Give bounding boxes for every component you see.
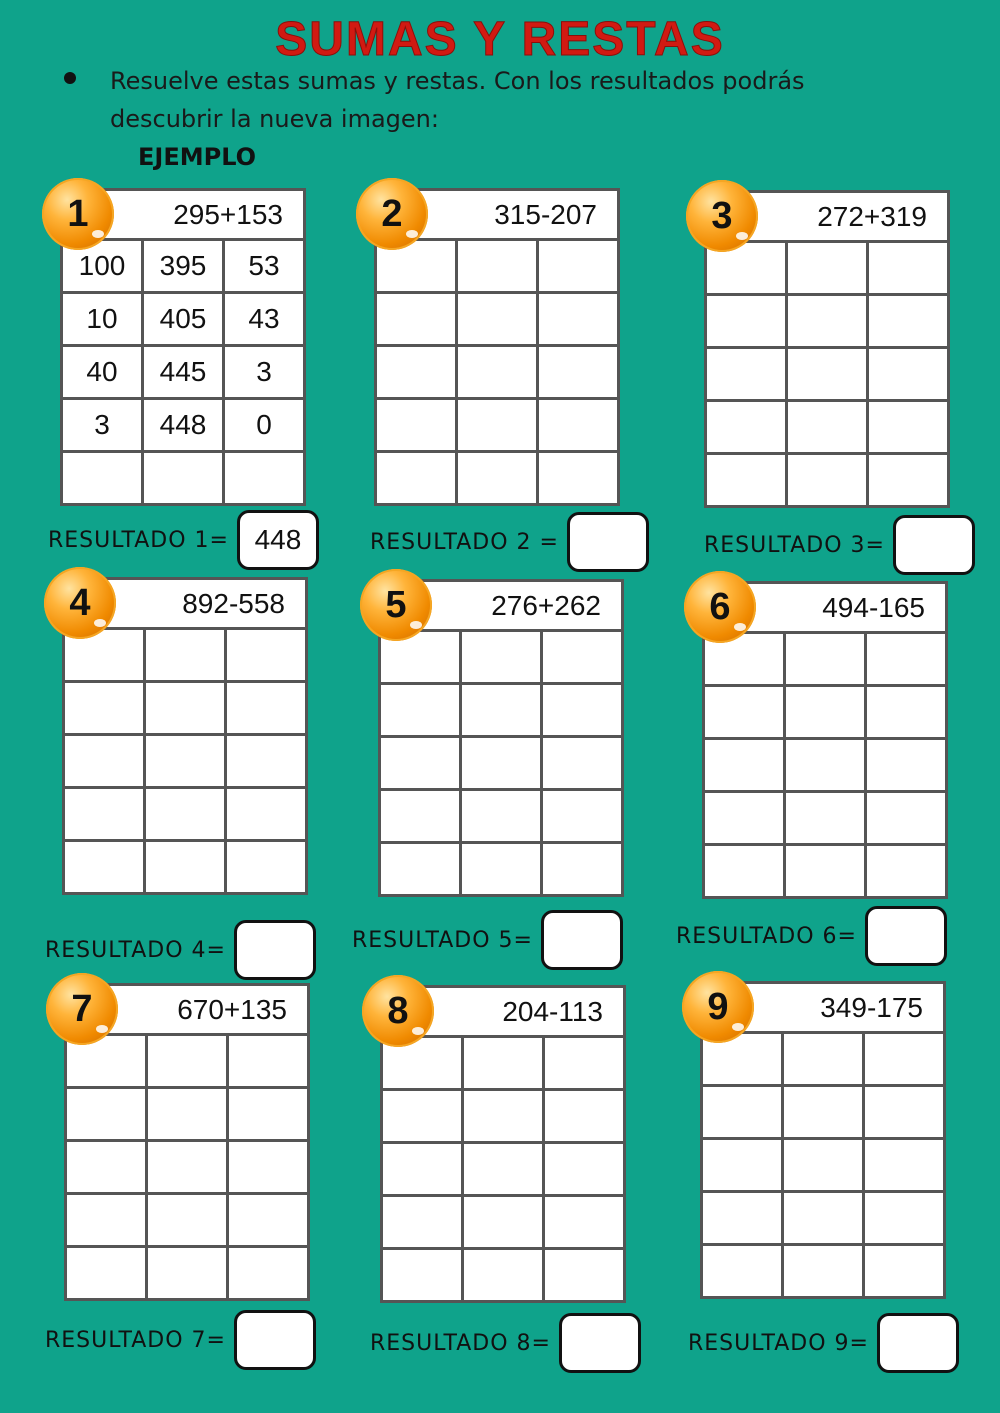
work-cell[interactable]	[865, 1087, 943, 1137]
work-cell[interactable]	[867, 740, 945, 790]
work-cell[interactable]	[464, 1250, 542, 1300]
work-cell[interactable]	[229, 1089, 307, 1139]
work-cell[interactable]	[543, 844, 621, 894]
work-cell[interactable]	[539, 347, 617, 397]
work-cell[interactable]	[543, 632, 621, 682]
work-grid	[374, 238, 620, 506]
exercise-expression: 670+135	[177, 994, 287, 1025]
work-cell[interactable]	[705, 740, 783, 790]
work-cell[interactable]	[67, 1248, 145, 1298]
result-input[interactable]	[865, 906, 947, 966]
work-cell[interactable]	[539, 294, 617, 344]
work-cell[interactable]	[63, 453, 141, 503]
work-cell[interactable]	[545, 1144, 623, 1194]
result-label: RESULTADO 2 =	[370, 529, 559, 555]
work-cell[interactable]	[784, 1087, 862, 1137]
work-cell[interactable]	[458, 241, 536, 291]
work-cell[interactable]	[65, 842, 143, 892]
result-label: RESULTADO 1=	[48, 527, 229, 553]
result-input[interactable]	[893, 515, 975, 575]
exercise-card-9	[700, 981, 946, 1299]
result-label: RESULTADO 8=	[370, 1330, 551, 1356]
work-cell[interactable]	[227, 683, 305, 733]
exercise-expression: 349-175	[820, 992, 923, 1023]
work-cell[interactable]	[462, 791, 540, 841]
work-cell[interactable]	[462, 738, 540, 788]
instruction-line-2: descubrir la nueva imagen:	[110, 105, 439, 133]
number-badge-icon: 5	[360, 569, 432, 641]
work-cell[interactable]	[227, 630, 305, 680]
result-input[interactable]	[541, 910, 623, 970]
work-cell[interactable]	[539, 400, 617, 450]
result-label: RESULTADO 5=	[352, 927, 533, 953]
work-grid	[380, 1035, 626, 1303]
work-cell[interactable]	[788, 349, 866, 399]
number-badge-icon: 7	[46, 973, 118, 1045]
work-cell[interactable]	[786, 687, 864, 737]
work-cell[interactable]	[784, 1193, 862, 1243]
work-grid	[62, 627, 308, 895]
exercise-card-8	[380, 985, 626, 1303]
work-cell[interactable]	[377, 453, 455, 503]
work-cell[interactable]	[784, 1140, 862, 1190]
work-cell[interactable]	[383, 1144, 461, 1194]
work-cell[interactable]	[458, 453, 536, 503]
work-cell[interactable]	[464, 1091, 542, 1141]
work-cell[interactable]	[464, 1144, 542, 1194]
work-cell[interactable]	[539, 453, 617, 503]
work-cell[interactable]	[144, 453, 222, 503]
work-cell[interactable]: 10	[63, 294, 141, 344]
work-cell[interactable]	[148, 1089, 226, 1139]
work-cell[interactable]	[65, 736, 143, 786]
number-badge-icon: 1	[42, 178, 114, 250]
work-cell[interactable]	[227, 736, 305, 786]
work-cell[interactable]	[458, 294, 536, 344]
work-cell[interactable]	[703, 1246, 781, 1296]
exercise-card-1	[60, 188, 306, 506]
work-cell[interactable]	[377, 294, 455, 344]
work-cell[interactable]	[381, 791, 459, 841]
instruction-text	[110, 62, 910, 138]
result-input[interactable]	[877, 1313, 959, 1373]
work-cell[interactable]	[703, 1140, 781, 1190]
work-cell[interactable]: 0	[225, 400, 303, 450]
result-row-4	[45, 920, 316, 980]
work-cell[interactable]	[67, 1142, 145, 1192]
work-cell[interactable]	[867, 846, 945, 896]
work-cell[interactable]	[229, 1195, 307, 1245]
result-row-5	[352, 910, 623, 970]
work-cell[interactable]	[545, 1091, 623, 1141]
work-cell[interactable]	[545, 1250, 623, 1300]
work-cell[interactable]	[148, 1142, 226, 1192]
number-badge-icon: 3	[686, 180, 758, 252]
work-cell[interactable]	[148, 1195, 226, 1245]
work-cell[interactable]	[705, 687, 783, 737]
work-cell[interactable]	[865, 1246, 943, 1296]
work-cell[interactable]	[707, 402, 785, 452]
work-cell[interactable]	[225, 453, 303, 503]
work-cell[interactable]	[148, 1248, 226, 1298]
work-cell[interactable]	[707, 349, 785, 399]
work-cell[interactable]	[788, 455, 866, 505]
exercise-expression: 276+262	[491, 590, 601, 621]
result-row-7	[45, 1310, 316, 1370]
result-row-2	[370, 512, 649, 572]
work-cell[interactable]	[383, 1250, 461, 1300]
exercise-expression: 892-558	[182, 588, 285, 619]
work-cell[interactable]	[869, 296, 947, 346]
exercise-expression: 295+153	[173, 199, 283, 230]
work-cell[interactable]	[464, 1197, 542, 1247]
work-cell[interactable]: 43	[225, 294, 303, 344]
work-cell[interactable]	[788, 243, 866, 293]
exercise-card-5	[378, 579, 624, 897]
work-cell[interactable]	[705, 793, 783, 843]
result-input[interactable]	[567, 512, 649, 572]
work-cell[interactable]	[458, 400, 536, 450]
work-cell[interactable]	[867, 687, 945, 737]
work-cell[interactable]	[539, 241, 617, 291]
work-cell[interactable]	[65, 789, 143, 839]
work-cell[interactable]	[377, 400, 455, 450]
result-label: RESULTADO 4=	[45, 937, 226, 963]
work-cell[interactable]	[227, 789, 305, 839]
work-grid	[60, 238, 306, 506]
result-row-3	[704, 515, 975, 575]
work-cell[interactable]: 445	[144, 347, 222, 397]
work-cell[interactable]: 405	[144, 294, 222, 344]
work-cell[interactable]	[869, 243, 947, 293]
result-row-1	[48, 510, 319, 570]
work-cell[interactable]	[705, 846, 783, 896]
work-cell[interactable]	[458, 347, 536, 397]
result-label: RESULTADO 9=	[688, 1330, 869, 1356]
result-input[interactable]	[559, 1313, 641, 1373]
work-cell[interactable]	[788, 296, 866, 346]
result-row-9	[688, 1313, 959, 1373]
work-cell[interactable]	[545, 1038, 623, 1088]
result-input[interactable]: 448	[237, 510, 319, 570]
work-cell[interactable]	[146, 789, 224, 839]
work-cell[interactable]	[229, 1142, 307, 1192]
exercise-card-6	[702, 581, 948, 899]
result-row-6	[676, 906, 947, 966]
work-cell[interactable]	[229, 1248, 307, 1298]
work-cell[interactable]	[67, 1089, 145, 1139]
page-title: SUMAS Y RESTAS	[275, 13, 725, 66]
work-cell[interactable]	[377, 347, 455, 397]
work-cell[interactable]	[543, 738, 621, 788]
work-cell[interactable]	[784, 1246, 862, 1296]
work-cell[interactable]	[867, 634, 945, 684]
exercise-expression: 315-207	[494, 199, 597, 230]
work-cell[interactable]: 3	[225, 347, 303, 397]
work-cell[interactable]	[146, 683, 224, 733]
result-input[interactable]	[234, 1310, 316, 1370]
work-cell[interactable]	[146, 630, 224, 680]
number-badge-icon: 8	[362, 975, 434, 1047]
exercise-expression: 494-165	[822, 592, 925, 623]
work-cell[interactable]	[545, 1197, 623, 1247]
work-cell[interactable]	[543, 791, 621, 841]
work-cell[interactable]	[381, 844, 459, 894]
work-cell[interactable]	[148, 1036, 226, 1086]
work-cell[interactable]	[464, 1038, 542, 1088]
bullet-icon	[64, 72, 76, 84]
result-label: RESULTADO 7=	[45, 1327, 226, 1353]
work-cell[interactable]	[786, 846, 864, 896]
result-label: RESULTADO 3=	[704, 532, 885, 558]
work-cell[interactable]	[229, 1036, 307, 1086]
work-grid	[700, 1031, 946, 1299]
work-cell[interactable]	[227, 842, 305, 892]
exercise-card-2	[374, 188, 620, 506]
work-cell[interactable]	[703, 1087, 781, 1137]
work-cell[interactable]	[65, 683, 143, 733]
work-cell[interactable]	[786, 793, 864, 843]
work-cell[interactable]	[865, 1034, 943, 1084]
work-cell[interactable]	[869, 349, 947, 399]
work-cell[interactable]	[869, 402, 947, 452]
work-cell[interactable]	[67, 1195, 145, 1245]
exercise-expression: 204-113	[502, 996, 603, 1027]
work-grid	[64, 1033, 310, 1301]
work-cell[interactable]	[543, 685, 621, 735]
work-cell[interactable]	[867, 793, 945, 843]
work-grid	[378, 629, 624, 897]
instruction-line-1: Resuelve estas sumas y restas. Con los resultados podrás	[110, 67, 805, 95]
work-cell[interactable]	[707, 455, 785, 505]
work-cell[interactable]: 3	[63, 400, 141, 450]
work-cell[interactable]	[865, 1193, 943, 1243]
work-cell[interactable]: 100	[63, 241, 141, 291]
work-cell[interactable]	[786, 740, 864, 790]
number-badge-icon: 9	[682, 971, 754, 1043]
work-cell[interactable]	[462, 844, 540, 894]
exercise-expression: 272+319	[817, 201, 927, 232]
work-cell[interactable]	[788, 402, 866, 452]
work-cell[interactable]	[707, 296, 785, 346]
result-input[interactable]	[234, 920, 316, 980]
work-cell[interactable]	[462, 685, 540, 735]
work-cell[interactable]: 53	[225, 241, 303, 291]
exercise-card-4	[62, 577, 308, 895]
result-row-8	[370, 1313, 641, 1373]
exercise-card-3	[704, 190, 950, 508]
work-grid	[702, 631, 948, 899]
work-cell[interactable]	[865, 1140, 943, 1190]
number-badge-icon: 6	[684, 571, 756, 643]
work-grid	[704, 240, 950, 508]
work-cell[interactable]	[462, 632, 540, 682]
work-cell[interactable]	[383, 1197, 461, 1247]
exercise-card-7	[64, 983, 310, 1301]
work-cell[interactable]: 395	[144, 241, 222, 291]
work-cell[interactable]	[146, 736, 224, 786]
example-label: EJEMPLO	[138, 143, 257, 171]
work-cell[interactable]	[784, 1034, 862, 1084]
work-cell[interactable]: 40	[63, 347, 141, 397]
work-cell[interactable]	[869, 455, 947, 505]
work-cell[interactable]	[146, 842, 224, 892]
work-cell[interactable]	[381, 738, 459, 788]
work-cell[interactable]	[381, 685, 459, 735]
work-cell[interactable]	[383, 1091, 461, 1141]
work-cell[interactable]	[786, 634, 864, 684]
work-cell[interactable]	[703, 1193, 781, 1243]
number-badge-icon: 2	[356, 178, 428, 250]
work-cell[interactable]: 448	[144, 400, 222, 450]
number-badge-icon: 4	[44, 567, 116, 639]
result-label: RESULTADO 6=	[676, 923, 857, 949]
